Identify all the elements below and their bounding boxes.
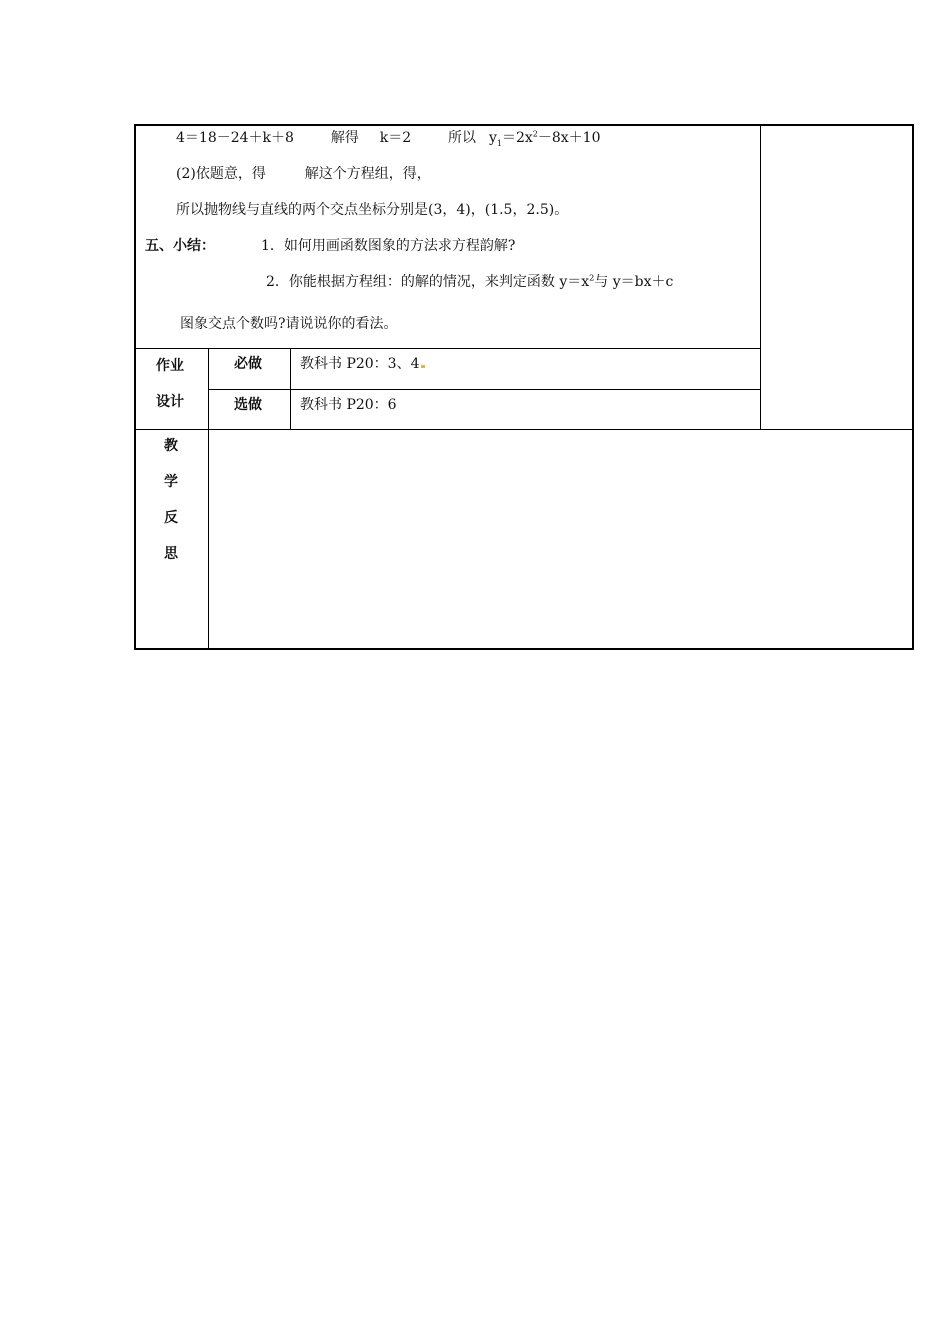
summary-question-1: 1．如何用画函数图象的方法求方程韵解? — [261, 238, 516, 254]
condition-text: (2)依题意，得 — [176, 166, 266, 182]
optional-label: 选做 — [234, 397, 262, 413]
solve-text: 解得 — [330, 130, 359, 146]
reflection-label-char-2: 学 — [164, 474, 178, 490]
subscript-1: 1 — [496, 138, 502, 148]
homework-label-line-2: 设计 — [156, 394, 184, 410]
homework-inner-divider — [290, 348, 291, 430]
solution-line-2 — [176, 165, 431, 183]
reflection-content-area[interactable] — [210, 431, 912, 648]
superscript-2: 2 — [589, 273, 595, 283]
required-value-text: 教科书 P20：3、4 — [300, 356, 420, 372]
reflection-label-char-4: 思 — [164, 546, 178, 562]
k-value: k＝2 — [379, 130, 412, 146]
right-column-divider — [760, 125, 761, 430]
summary-q2-text-b: 与 y＝bx＋c — [594, 274, 674, 290]
reflection-top-border — [135, 429, 913, 430]
homework-top-border — [135, 348, 761, 349]
optional-value: 教科书 P20：6 — [300, 397, 397, 413]
summary-question-2-continued: 图象交点个数吗?请说说你的看法。 — [180, 316, 398, 332]
solution-line-1 — [176, 129, 601, 147]
reflection-label-char-1: 教 — [164, 438, 178, 454]
summary-q2-text-a: 2．你能根据方程组：的解的情况，来判定函数 y＝x — [266, 274, 590, 290]
function-name: y — [488, 130, 497, 146]
required-label: 必做 — [234, 356, 262, 372]
label-column-divider — [208, 348, 209, 649]
required-value — [300, 355, 425, 373]
function-expr-a: ＝2x — [501, 130, 533, 146]
equation-text: 4＝18－24＋k＋8 — [176, 130, 294, 146]
solution-line-3: 所以抛物线与直线的两个交点坐标分别是(3，4)，(1.5，2.5)。 — [176, 202, 569, 218]
function-expr-b: －8x＋10 — [537, 130, 601, 146]
reflection-label-char-3: 反 — [164, 510, 178, 526]
summary-label: 五、小结： — [145, 238, 215, 254]
anchor-marker-icon — [421, 365, 425, 368]
homework-label-line-1: 作业 — [156, 358, 184, 374]
so-text: 所以 — [448, 130, 477, 146]
summary-question-2 — [266, 273, 673, 291]
superscript-2: 2 — [532, 129, 538, 139]
solve-system-text: 解这个方程组，得， — [304, 166, 431, 182]
